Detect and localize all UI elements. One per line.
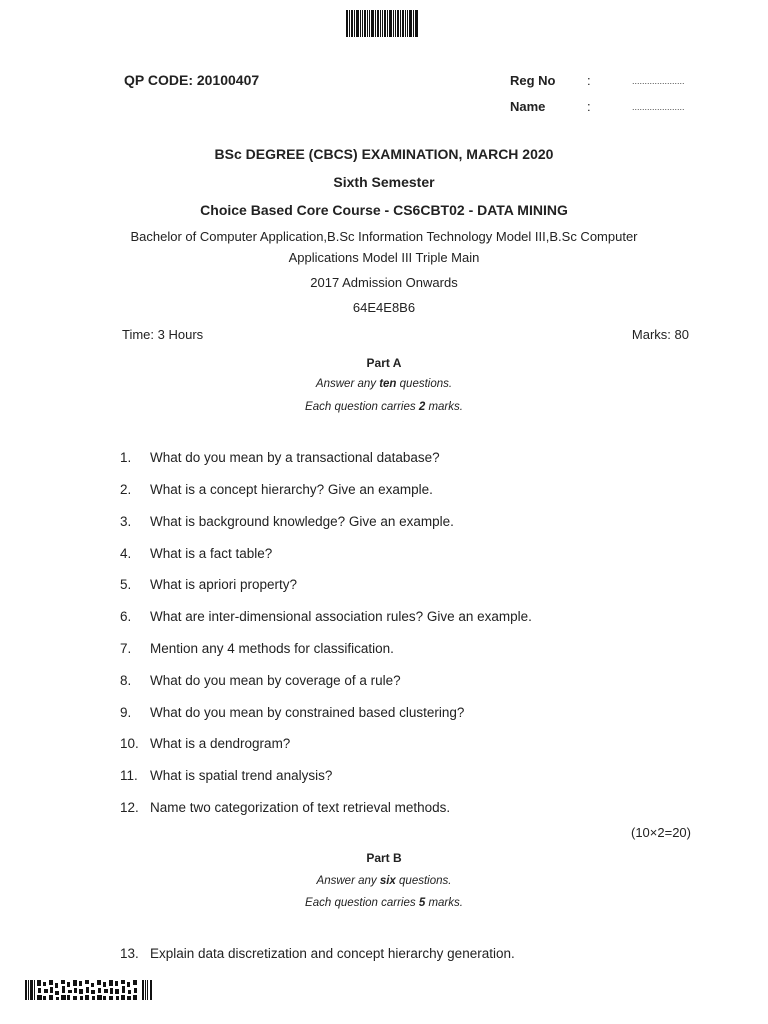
semester: Sixth Semester <box>333 174 435 190</box>
barcode-top <box>346 10 418 37</box>
question-item: 7. Mention any 4 methods for classification. <box>120 641 394 656</box>
name-blank: ..................... <box>632 102 685 112</box>
programmes-line-2: Applications Model III Triple Main <box>288 250 480 265</box>
name-label: Name <box>510 99 546 114</box>
question-item: 1. What do you mean by a transactional database? <box>120 450 440 465</box>
question-item: 9. What do you mean by constrained based clustering? <box>120 705 465 720</box>
part-b-instruction-2: Each question carries 5 marks. <box>305 897 463 909</box>
name-colon: : <box>587 99 591 114</box>
exam-title: BSc DEGREE (CBCS) EXAMINATION, MARCH 2020 <box>214 146 554 162</box>
reg-no-colon: : <box>587 73 591 88</box>
question-item: 3. What is background knowledge? Give an example. <box>120 514 454 529</box>
question-item: 4. What is a fact table? <box>120 546 273 561</box>
question-item: 13. Explain data discretization and concept hierarchy generation. <box>120 946 515 961</box>
question-item: 8. What do you mean by coverage of a rule? <box>120 673 401 688</box>
part-a-title: Part A <box>366 356 402 370</box>
question-item: 2. What is a concept hierarchy? Give an example. <box>120 482 433 497</box>
question-item: 10. What is a dendrogram? <box>120 736 291 751</box>
reg-no-blank: ..................... <box>632 76 685 86</box>
part-a-instruction-2: Each question carries 2 marks. <box>305 401 463 413</box>
admission-year: 2017 Admission Onwards <box>310 275 458 290</box>
paper-code: 64E4E8B6 <box>352 300 416 315</box>
question-item: 11. What is spatial trend analysis? <box>120 768 333 783</box>
part-a-marks-note: (10×2=20) <box>631 825 691 840</box>
barcode-bottom <box>25 980 153 1000</box>
part-b-instruction-1: Answer any six questions. <box>316 875 452 887</box>
question-item: 6. What are inter-dimensional association rules? Give an example. <box>120 609 532 624</box>
part-a-instruction-1: Answer any ten questions. <box>315 378 453 390</box>
qp-code: QP CODE: 20100407 <box>124 72 260 88</box>
question-item: 5. What is apriori property? <box>120 577 298 592</box>
reg-no-label: Reg No <box>510 73 556 88</box>
programmes-line-1: Bachelor of Computer Application,B.Sc Information Technology Model III,B.Sc Computer <box>130 229 638 244</box>
course-title: Choice Based Core Course - CS6CBT02 - DATA MINING <box>200 202 568 218</box>
question-item: 12. Name two categorization of text retrieval methods. <box>120 800 451 815</box>
total-marks: Marks: 80 <box>631 327 689 342</box>
part-b-title: Part B <box>366 851 402 865</box>
time-allowed: Time: 3 Hours <box>122 327 204 342</box>
